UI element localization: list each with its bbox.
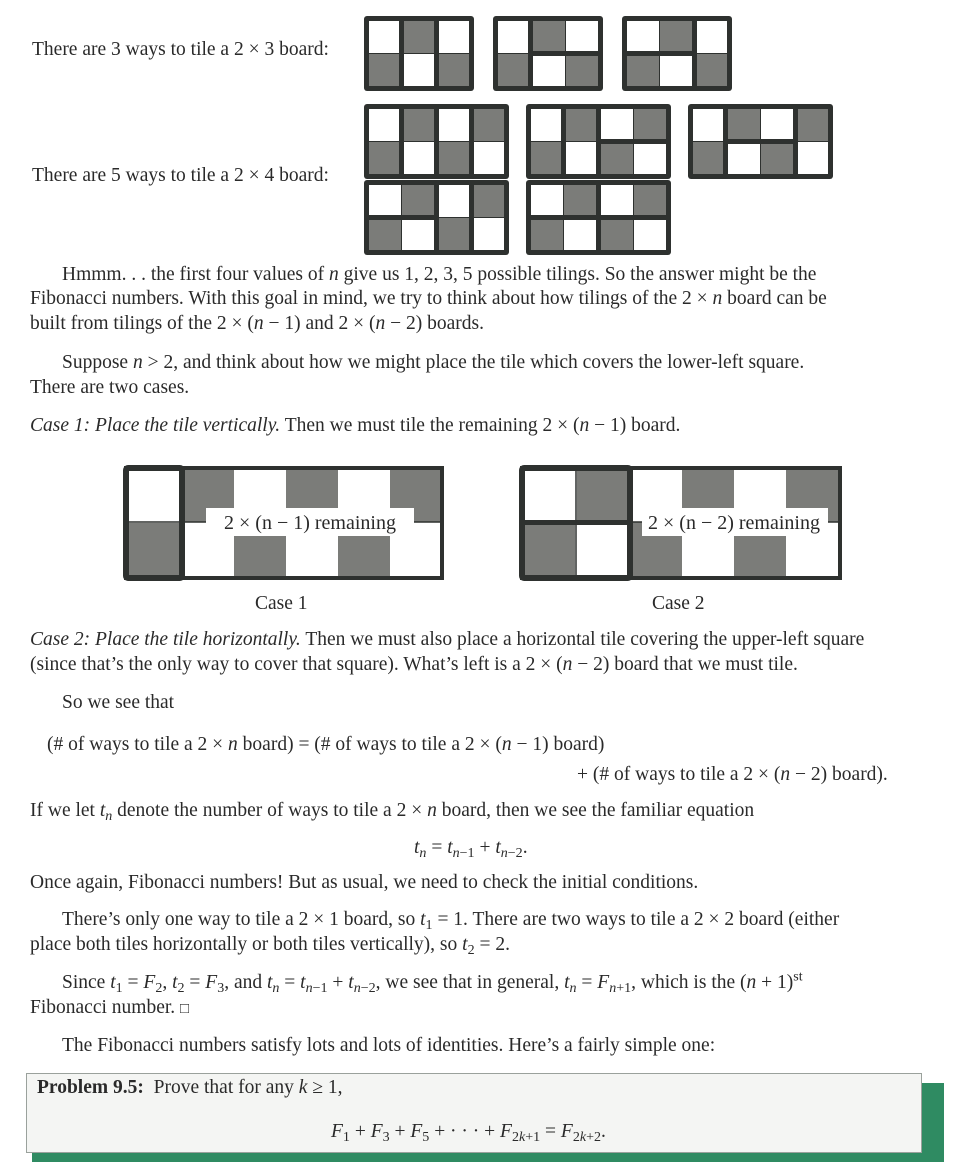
var-n: n — [375, 313, 386, 334]
board-cell — [627, 56, 659, 86]
board-cell — [404, 142, 434, 174]
paragraph-line: Since $t_1 = F_2$, $t_2 = F_3$, and $t_n = t_{n-1} + t_{n-2}$, we see that in general, $t_n = F_{n+1}$, which is the $(n + 1)^{st}$ — [62, 968, 803, 996]
board-cell — [601, 220, 633, 250]
text: denote the number of ways to tile a 2 × — [112, 800, 428, 821]
equation-line — [577, 763, 888, 787]
board-cell — [531, 220, 563, 250]
text: ways to tile a — [120, 165, 234, 186]
text: board can be — [722, 288, 827, 309]
paragraph-line — [30, 799, 754, 823]
board-cell — [728, 109, 760, 139]
ordinal-suffix: st — [793, 968, 803, 985]
var-n: n — [746, 972, 757, 993]
problem-box — [26, 1073, 922, 1153]
text: There are — [32, 39, 112, 60]
board-cell — [498, 54, 528, 86]
text: board: — [274, 39, 329, 60]
board-cell — [369, 54, 399, 86]
text: place both tiles horizontally or both tiles vertically), so — [30, 934, 463, 955]
text: (# of ways to tile a 2 × — [47, 734, 229, 755]
text: Suppose — [62, 352, 133, 373]
text: ≥ 1, — [307, 1077, 343, 1098]
board-cell — [601, 144, 633, 174]
var-n: n — [105, 807, 113, 824]
board-cell — [369, 142, 399, 174]
board-cell — [627, 21, 659, 51]
board-cell — [474, 185, 504, 217]
board-cell — [404, 54, 434, 86]
board-cell — [634, 144, 666, 174]
board-cell — [439, 142, 469, 174]
text: Fibonacci numbers. With this goal in mind, we try to think about how tilings of the 2 × — [30, 288, 713, 309]
tiling-board — [622, 16, 732, 91]
text: , which is the ( — [631, 972, 747, 993]
board-cell — [660, 21, 692, 51]
equation-line — [47, 733, 604, 757]
board-cell — [498, 21, 528, 53]
text: + 1) — [756, 972, 794, 993]
qed-square-icon: □ — [180, 1001, 190, 1017]
problem-statement — [37, 1076, 343, 1100]
var-n: n — [132, 352, 143, 373]
case2-heading — [30, 628, 864, 652]
board-cell — [402, 185, 434, 215]
board-cell — [404, 109, 434, 141]
board-cell — [798, 109, 828, 141]
board-cell — [634, 185, 666, 215]
board-cell — [566, 21, 598, 51]
var-n: n — [427, 800, 437, 821]
var-n: n — [329, 264, 339, 285]
board-cell — [474, 218, 504, 250]
intro-2x4-text — [32, 164, 329, 188]
text: So we see that — [62, 692, 175, 713]
board-cell — [697, 21, 727, 53]
board-cell — [531, 142, 561, 174]
text: Prove that for any — [153, 1077, 299, 1098]
var-n: n — [228, 734, 238, 755]
board-cell — [566, 142, 596, 174]
paragraph-line — [30, 312, 484, 336]
text: board) = (# of ways to tile a 2 × ( — [237, 734, 502, 755]
text: + (# of ways to tile a 2 × ( — [577, 764, 781, 785]
case2-caption: Case 2 — [652, 593, 705, 614]
text: , and — [224, 972, 267, 993]
tiling-board — [364, 104, 509, 179]
board-cell — [728, 144, 760, 174]
text: Since — [62, 972, 111, 993]
board-cell — [697, 54, 727, 86]
board-cell — [660, 56, 692, 86]
text: − 2) board). — [790, 764, 888, 785]
board-size: 2 × 3 — [233, 39, 275, 60]
text: Once again, Fibonacci numbers! But as usual, we need to check the initial conditions. — [30, 872, 699, 893]
var-t: t — [99, 800, 106, 821]
paragraph-line — [30, 871, 698, 895]
text: board, then we see the familiar equation — [436, 800, 755, 821]
problem-formula: $F_1 + F_3 + F_5$ + · · · + $F_{2k+1} = F_{2k+2}$. — [331, 1121, 606, 1145]
board-cell — [531, 185, 563, 215]
text: Then we must also place a horizontal tile covering the upper-left square — [300, 629, 865, 650]
board-cell — [601, 185, 633, 215]
paragraph-line — [30, 996, 189, 1021]
recurrence-equation: $t_n = t_{n-1} + t_{n-2}$. — [414, 837, 528, 861]
board-cell — [761, 109, 793, 139]
board-cell — [439, 109, 469, 141]
board-cell — [634, 109, 666, 139]
case1-title: Case 1: Place the tile vertically. — [30, 415, 281, 436]
text: Fibonacci number. — [30, 997, 176, 1018]
board-cell — [761, 144, 793, 174]
text: built from tilings of the 2 × ( — [30, 313, 254, 334]
text: − 1) board) — [511, 734, 605, 755]
board-cell — [474, 109, 504, 141]
text: Then we must tile the remaining 2 × ( — [280, 415, 580, 436]
paragraph-line — [30, 376, 189, 400]
var-n: n — [562, 654, 573, 675]
board-cell — [693, 142, 723, 174]
tiling-board — [526, 180, 671, 255]
board-cell — [566, 56, 598, 86]
case1-heading — [30, 414, 680, 438]
text: − 1) and 2 × ( — [263, 313, 376, 334]
board-cell — [634, 220, 666, 250]
text: If we let — [30, 800, 100, 821]
board-cell — [474, 142, 504, 174]
text: = 1. There are two ways to tile a 2 × 2 board (either — [432, 909, 840, 930]
paragraph-line: There’s only one way to tile a 2 × 1 board, so $t_1 = 1$. There are two ways to tile a 2 × 2 board (either — [62, 909, 840, 933]
text: There are — [32, 165, 112, 186]
paragraph-line — [62, 351, 804, 375]
tiling-board — [493, 16, 603, 91]
var-n: n — [253, 313, 264, 334]
tiling-board — [526, 104, 671, 179]
paragraph-line — [30, 287, 827, 311]
var-n: n — [712, 288, 723, 309]
case1-diagram — [120, 464, 450, 584]
count: 3 — [111, 39, 121, 60]
board-cell — [369, 21, 399, 53]
board-cell — [439, 54, 469, 86]
paragraph-line — [62, 1034, 715, 1058]
text: There are two cases. — [30, 377, 190, 398]
text: board: — [274, 165, 329, 186]
tiling-board — [688, 104, 833, 179]
board-cell — [369, 185, 401, 215]
board-cell — [439, 185, 469, 217]
case1-caption: Case 1 — [255, 593, 308, 614]
case2-remaining-label: 2 × (n − 2) remaining — [648, 512, 820, 534]
text: The Fibonacci numbers satisfy lots and lots of identities. Here’s a fairly simple one: — [62, 1035, 716, 1056]
text: − 1) board. — [589, 415, 681, 436]
paragraph-line — [30, 653, 798, 677]
paragraph-line — [62, 263, 816, 287]
problem-label: Problem 9.5: — [37, 1077, 144, 1098]
board-cell — [439, 21, 469, 53]
text: − 2) board that we must tile. — [572, 654, 798, 675]
board-cell — [564, 220, 596, 250]
count: 5 — [111, 165, 121, 186]
paragraph-line: place both tiles horizontally or both tiles vertically), so $t_2 = 2$. — [30, 934, 510, 958]
intro-2x3-text — [32, 38, 329, 62]
text: (since that’s the only way to cover that square). What’s left is a 2 × ( — [30, 654, 563, 675]
tiling-board — [364, 16, 474, 91]
board-cell — [531, 109, 561, 141]
board-cell — [369, 109, 399, 141]
board-cell — [402, 220, 434, 250]
board-cell — [693, 109, 723, 141]
text: = 2. — [474, 934, 510, 955]
text: , we see that in general, — [375, 972, 565, 993]
var-k: k — [298, 1077, 308, 1098]
case2-title: Case 2: Place the tile horizontally. — [30, 629, 301, 650]
text: Hmmm. . . the first four values of — [62, 264, 329, 285]
case1-remaining-label: 2 × (n − 1) remaining — [224, 512, 396, 534]
board-cell — [439, 218, 469, 250]
board-cell — [404, 21, 434, 53]
board-cell — [533, 56, 565, 86]
var-n: n — [780, 764, 791, 785]
case2-diagram — [516, 464, 846, 584]
board-cell — [533, 21, 565, 51]
text: There’s only one way to tile a 2 × 1 board, so — [62, 909, 421, 930]
board-cell — [798, 142, 828, 174]
paragraph-line — [62, 691, 174, 715]
board-cell — [369, 220, 401, 250]
var-n: n — [579, 415, 590, 436]
var-n: n — [501, 734, 512, 755]
board-cell — [564, 185, 596, 215]
text: ways to tile a — [120, 39, 234, 60]
board-cell — [601, 109, 633, 139]
board-size: 2 × 4 — [233, 165, 275, 186]
text: > 2, and think about how we might place the tile which covers the lower-left square. — [142, 352, 805, 373]
board-cell — [566, 109, 596, 141]
tiling-board — [364, 180, 509, 255]
text: − 2) boards. — [385, 313, 484, 334]
text: give us 1, 2, 3, 5 possible tilings. So the answer might be the — [338, 264, 817, 285]
